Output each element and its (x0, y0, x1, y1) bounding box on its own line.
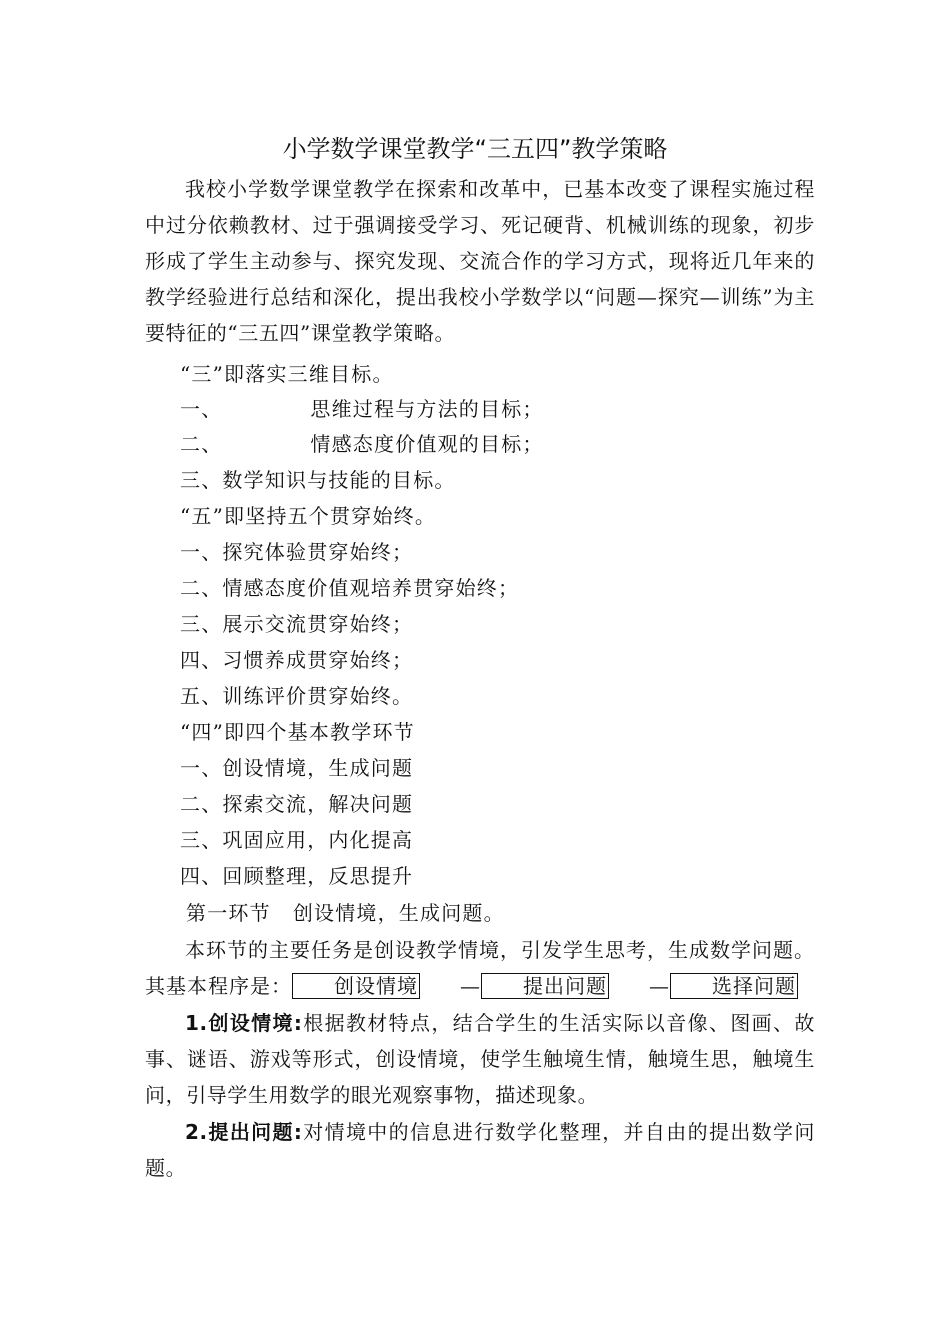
step-dash-1: — (460, 974, 481, 998)
step-box-raise-question: 提出问题 (481, 973, 609, 999)
point-2-term: 2.提出问题: (185, 1120, 303, 1144)
five-item-3: 三、展示交流贯穿始终； (180, 612, 414, 636)
four-item-3: 三、巩固应用，内化提高 (180, 828, 414, 852)
point-1-text: 根据教材特点，结合学生的生活实际以音像、图画、故事、谜语、游戏等形式，创设情境，使学生触境生情，触境生思，触境生问，引导学生用数学的眼光观察事物，描述现象。 (145, 1011, 815, 1107)
section1-heading (186, 896, 505, 930)
step-box-create-situation: 创设情境 (292, 973, 420, 999)
four-heading: “四”即四个基本教学环节 (180, 720, 415, 744)
intro-paragraph: 我校小学数学课堂教学在探索和改革中，已基本改变了课程实施过程中过分依赖教材、过于强调接受学习、死记硬背、机械训练的现象，初步形成了学生主动参与、探究发现、交流合作的学习方式，现将近几年来的教学经验进行总结和深化，提出我校小学数学以“问题—探究—训练”为主要特征的“三五四”课堂教学策略。 (145, 177, 815, 345)
step-box-select-question: 选择问题 (670, 973, 798, 999)
three-item-2-text: 情感态度价值观的目标； (310, 432, 544, 456)
three-heading: “三”即落实三维目标。 (180, 362, 394, 386)
three-item-2 (180, 427, 544, 461)
four-item-2: 二、探索交流，解决问题 (180, 792, 414, 816)
three-item-3 (180, 463, 456, 497)
step-dash-2: — (649, 974, 670, 998)
three-item-2-number: 二、 (180, 432, 223, 456)
three-item-1 (180, 392, 544, 426)
section1-label: 第一环节 (186, 901, 271, 925)
point-2-text: 对情境中的信息进行数学化整理，并自由的提出数学问题。 (145, 1120, 815, 1180)
three-item-3-text: 数学知识与技能的目标。 (222, 468, 456, 492)
five-heading: “五”即坚持五个贯穿始终。 (180, 504, 437, 528)
point-1-paragraph (145, 1005, 815, 1113)
three-item-3-number: 三、 (180, 468, 223, 492)
document-title: 小学数学课堂教学“三五四”教学策略 (282, 135, 668, 163)
five-item-2: 二、情感态度价值观培养贯穿始终； (180, 576, 520, 600)
three-item-1-text: 思维过程与方法的目标； (310, 397, 544, 421)
five-item-4: 四、习惯养成贯穿始终； (180, 648, 414, 672)
section1-intro (145, 932, 815, 1004)
five-item-1: 一、探究体验贯穿始终； (180, 540, 414, 564)
three-item-1-number: 一、 (180, 397, 223, 421)
point-1-term: 1.创设情境: (185, 1011, 303, 1035)
four-item-1: 一、创设情境，生成问题 (180, 756, 414, 780)
four-item-4: 四、回顾整理，反思提升 (180, 864, 414, 888)
point-2-paragraph (145, 1114, 815, 1186)
section1-intro-text: 本环节的主要任务是创设教学情境，引发学生思考，生成数学问题。其基本程序是： (145, 938, 815, 998)
section1-title: 创设情境，生成问题。 (292, 901, 505, 925)
five-item-5: 五、训练评价贯穿始终。 (180, 684, 414, 708)
